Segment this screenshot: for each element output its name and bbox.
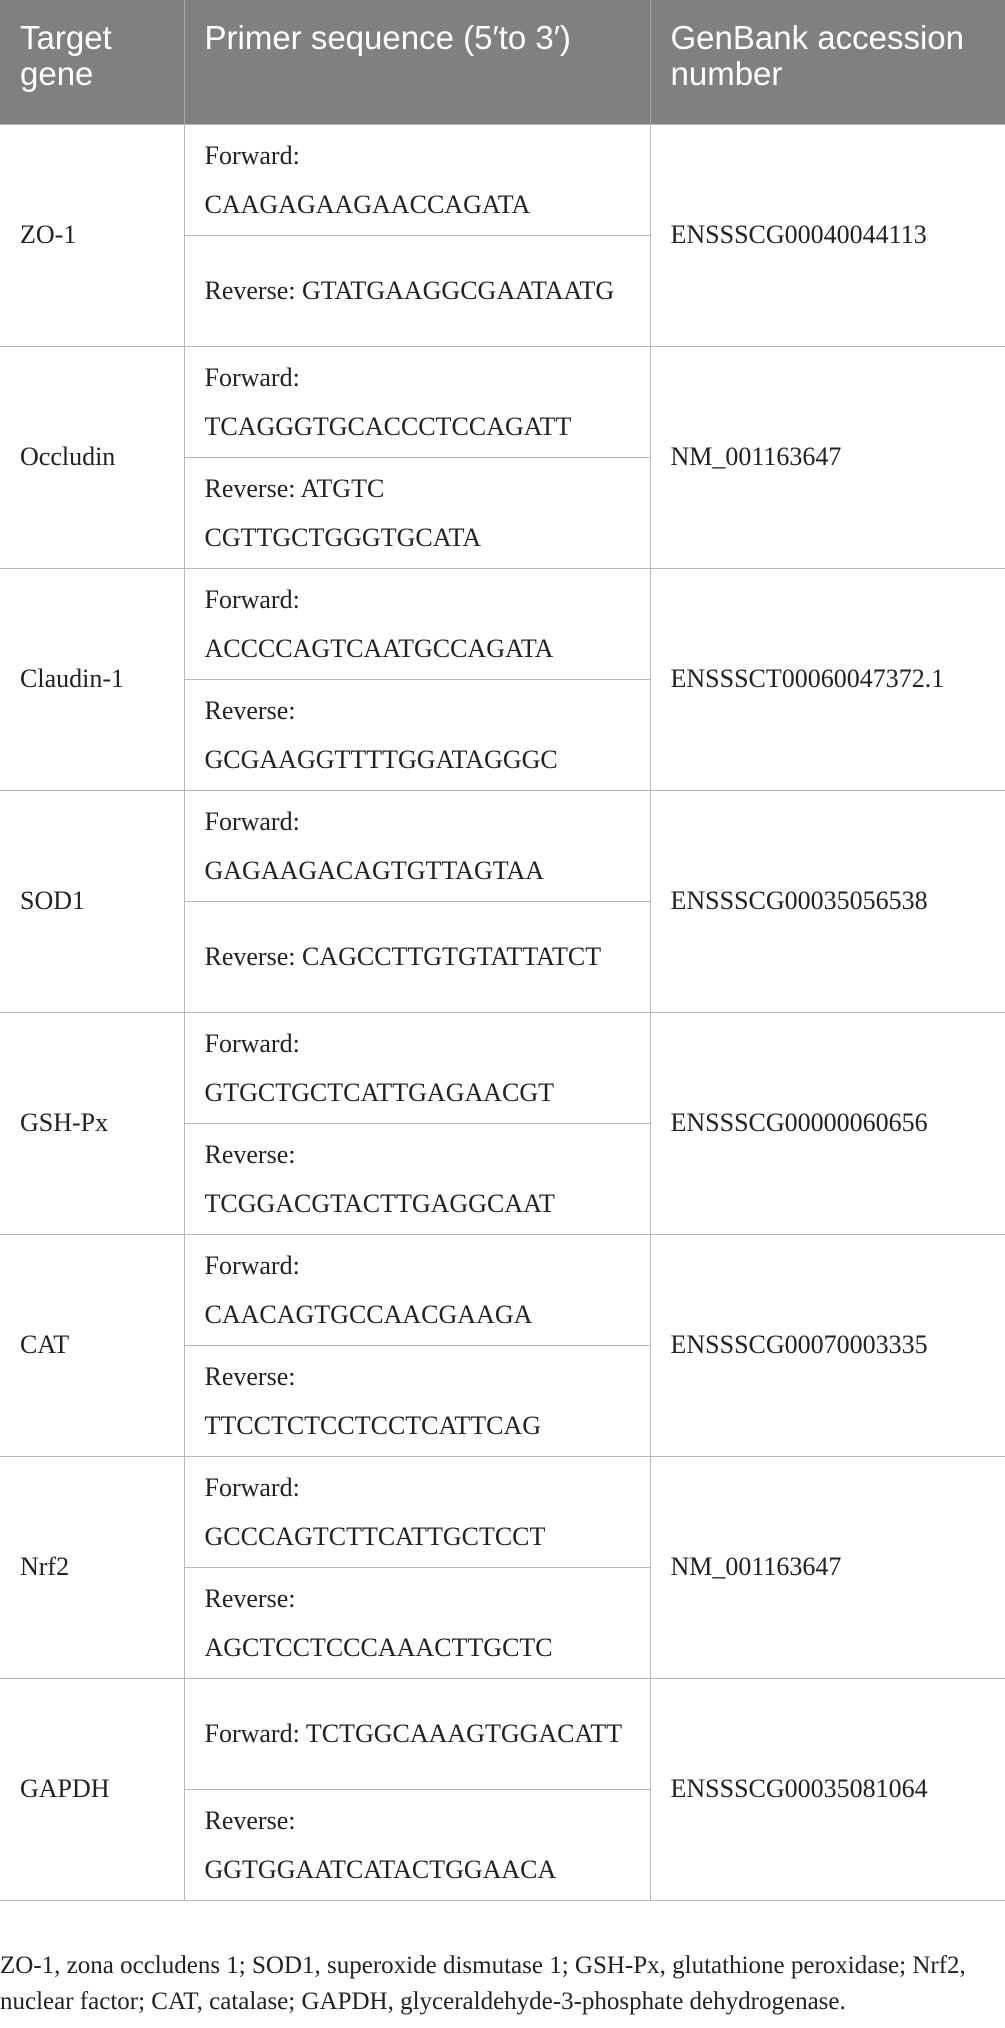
accession-cell: ENSSSCG00040044113 [650, 124, 1005, 346]
accession-cell: ENSSSCG00035056538 [650, 790, 1005, 1012]
accession-cell: ENSSSCT00060047372.1 [650, 568, 1005, 790]
table-row [0, 790, 1005, 901]
header-row [0, 0, 1005, 124]
header-genbank-accession: GenBank accession number [650, 0, 1005, 124]
target-gene-cell: Occludin [0, 346, 184, 568]
reverse-primer-cell: Reverse: ATGTC CGTTGCTGGGTGCATA [184, 457, 650, 568]
reverse-primer-cell: Reverse: GGTGGAATCATACTGGAACA [184, 1789, 650, 1900]
header-primer-sequence: Primer sequence (5′to 3′) [184, 0, 650, 124]
reverse-primer-cell: Reverse: AGCTCCTCCCAAACTTGCTC [184, 1567, 650, 1678]
target-gene-cell: GSH-Px [0, 1012, 184, 1234]
forward-primer-cell: Forward: ACCCCAGTCAATGCCAGATA [184, 568, 650, 679]
target-gene-cell: CAT [0, 1234, 184, 1456]
forward-primer-cell: Forward: GAGAAGACAGTGTTAGTAA [184, 790, 650, 901]
forward-primer-cell: Forward: GTGCTGCTCATTGAGAACGT [184, 1012, 650, 1123]
forward-primer-cell: Forward: CAACAGTGCCAACGAAGA [184, 1234, 650, 1345]
accession-cell: ENSSSCG00070003335 [650, 1234, 1005, 1456]
target-gene-cell: Claudin-1 [0, 568, 184, 790]
reverse-primer-cell: Reverse: CAGCCTTGTGTATTATCT [184, 901, 650, 1012]
table-row [0, 1012, 1005, 1123]
table-row [0, 1456, 1005, 1567]
target-gene-cell: GAPDH [0, 1678, 184, 1900]
target-gene-cell: SOD1 [0, 790, 184, 1012]
header-target-gene: Target gene [0, 0, 184, 124]
table-row [0, 568, 1005, 679]
accession-cell: NM_001163647 [650, 346, 1005, 568]
reverse-primer-cell: Reverse: TCGGACGTACTTGAGGCAAT [184, 1123, 650, 1234]
table-row [0, 1678, 1005, 1789]
table-row [0, 346, 1005, 457]
reverse-primer-cell: Reverse: TTCCTCTCCTCCTCATTCAG [184, 1345, 650, 1456]
forward-primer-cell: Forward: CAAGAGAAGAACCAGATA [184, 124, 650, 235]
reverse-primer-cell: Reverse: GCGAAGGTTTTGGATAGGGC [184, 679, 650, 790]
table-footnote: ZO-1, zona occludens 1; SOD1, superoxide dismutase 1; GSH-Px, glutathione peroxidase; Nrf2, nuclear factor; CAT, catalase; GAPDH, glyceraldehyde-3-phosphate dehydrogenase. [0, 1952, 966, 2015]
accession-cell: ENSSSCG00035081064 [650, 1678, 1005, 1900]
table-row [0, 124, 1005, 235]
accession-cell: ENSSSCG00000060656 [650, 1012, 1005, 1234]
forward-primer-cell: Forward: GCCCAGTCTTCATTGCTCCT [184, 1456, 650, 1567]
table-row [0, 1234, 1005, 1345]
forward-primer-cell: Forward: TCAGGGTGCACCCTCCAGATT [184, 346, 650, 457]
reverse-primer-cell: Reverse: GTATGAAGGCGAATAATG [184, 235, 650, 346]
target-gene-cell: Nrf2 [0, 1456, 184, 1678]
target-gene-cell: ZO-1 [0, 124, 184, 346]
accession-cell: NM_001163647 [650, 1456, 1005, 1678]
forward-primer-cell: Forward: TCTGGCAAAGTGGACATT [184, 1678, 650, 1789]
